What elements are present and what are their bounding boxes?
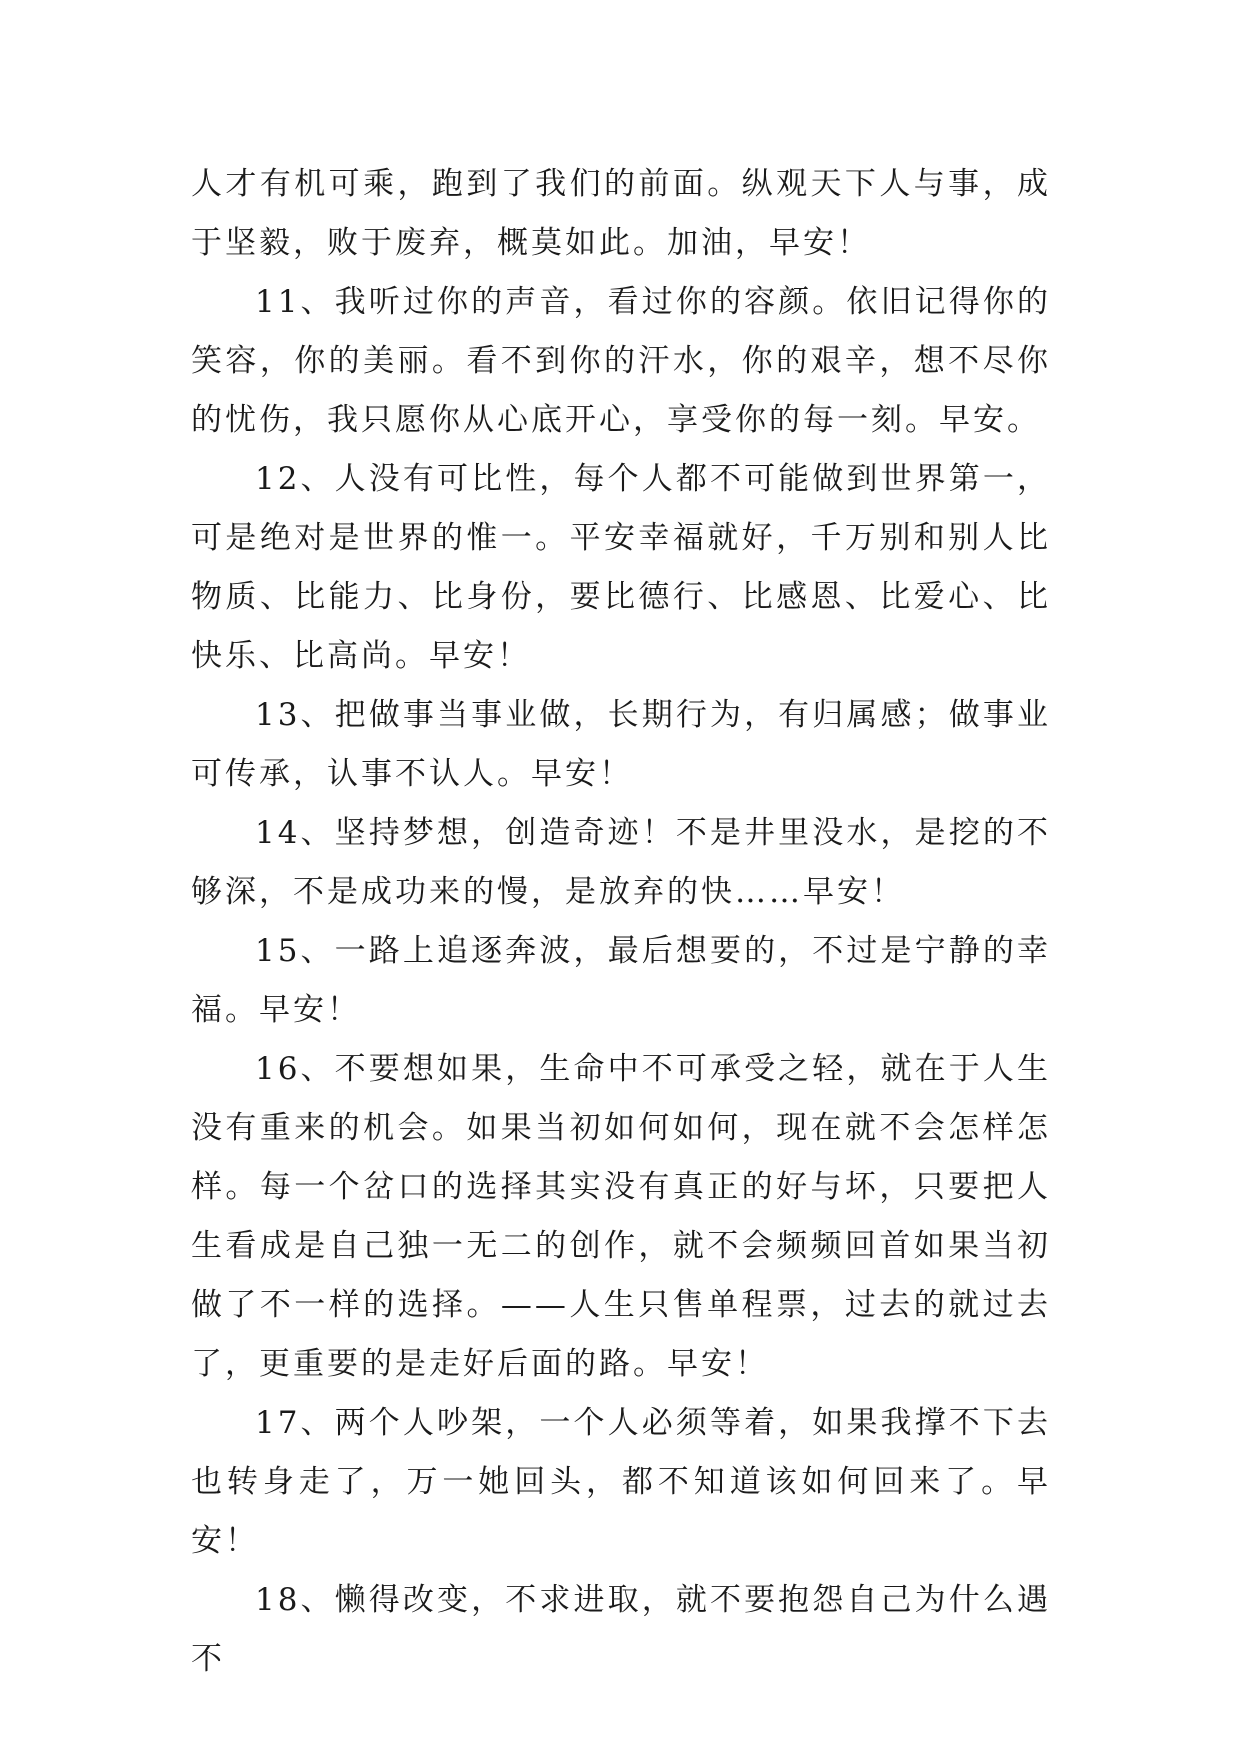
paragraph-item-14: 14、坚持梦想，创造奇迹！不是井里没水，是挖的不够深，不是成功来的慢，是放弃的快……早安！ bbox=[191, 815, 1051, 910]
paragraph-item-13: 13、把做事当事业做，长期行为，有归属感；做事业可传承，认事不认人。早安！ bbox=[191, 697, 1051, 792]
paragraph-item-16: 16、不要想如果，生命中不可承受之轻，就在于人生没有重来的机会。如果当初如何如何，现在就不会怎样怎样。每一个岔口的选择其实没有真正的好与坏，只要把人生看成是自己独一无二的创作，就不会频频回首如果当初做了不一样的选择。——人生只售单程票，过去的就过去了，更重要的是走好后面的路。早安！ bbox=[191, 1051, 1051, 1382]
paragraph-item-18: 18、懒得改变，不求进取，就不要抱怨自己为什么遇不 bbox=[191, 1582, 1051, 1677]
paragraph-item-15: 15、一路上追逐奔波，最后想要的，不过是宁静的幸福。早安！ bbox=[191, 933, 1051, 1028]
paragraph-item-17: 17、两个人吵架，一个人必须等着，如果我撑不下去也转身走了，万一她回头，都不知道该如何回来了。早安！ bbox=[191, 1405, 1051, 1559]
paragraph-continuation: 人才有机可乘，跑到了我们的前面。纵观天下人与事，成于坚毅，败于废弃，概莫如此。加油，早安！ bbox=[191, 166, 1051, 261]
document-body bbox=[191, 155, 1051, 1689]
paragraph-item-11: 11、我听过你的声音，看过你的容颜。依旧记得你的笑容，你的美丽。看不到你的汗水，你的艰辛，想不尽你的忧伤，我只愿你从心底开心，享受你的每一刻。早安。 bbox=[191, 284, 1051, 438]
paragraph-item-12: 12、人没有可比性，每个人都不可能做到世界第一，可是绝对是世界的惟一。平安幸福就好，千万别和别人比物质、比能力、比身份，要比德行、比感恩、比爱心、比快乐、比高尚。早安！ bbox=[191, 461, 1051, 674]
